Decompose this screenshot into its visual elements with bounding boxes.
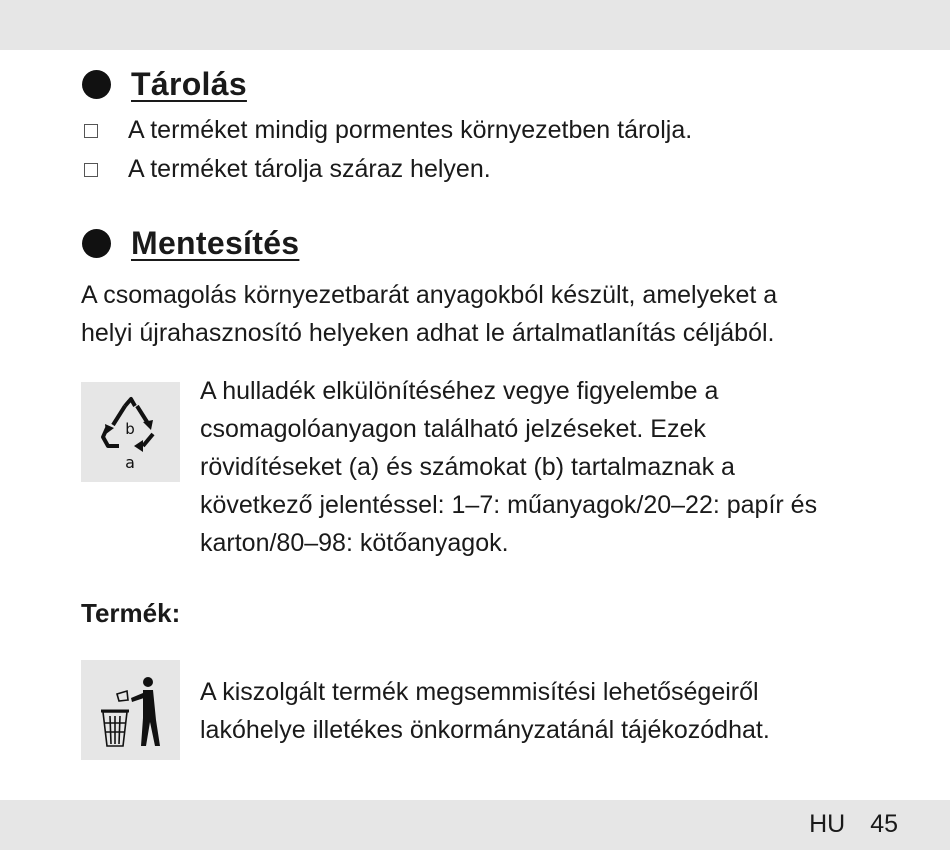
checkbox-square-icon — [84, 124, 98, 138]
recycle-icon — [81, 382, 180, 482]
disposal-intro-line: A csomagolás környezetbarát anyagokból készült, amelyeket a — [81, 281, 778, 309]
storage-item — [84, 116, 692, 145]
product-text-line: lakóhelye illetékes önkormányzatánál tájékozódhat. — [200, 716, 770, 744]
recycle-icon-box — [81, 382, 180, 482]
storage-item-text: A terméket mindig pormentes környezetben tárolja. — [128, 116, 693, 144]
storage-item — [84, 155, 491, 184]
recycle-text-line: A hulladék elkülönítéséhez vegye figyelembe a — [200, 377, 719, 405]
recycle-text-line: következő jelentéssel: 1–7: műanyagok/20–22: papír és — [200, 491, 818, 519]
disposal-title: Mentesítés — [131, 225, 300, 261]
recycle-text-line: karton/80–98: kötőanyagok. — [200, 529, 509, 557]
checkbox-square-icon — [84, 163, 98, 177]
disposal-intro-line: helyi újrahasznosító helyeken adhat le ártalmatlanítás céljából. — [81, 319, 775, 347]
storage-title: Tárolás — [131, 66, 247, 102]
bottom-band — [0, 800, 950, 850]
waste-bin-icon-box — [81, 660, 180, 760]
product-heading: Termék: — [81, 598, 181, 628]
top-band — [0, 0, 950, 50]
language-code: HU — [809, 810, 846, 838]
recycle-label-b: b — [125, 420, 135, 438]
disposal-heading — [82, 225, 299, 262]
recycle-label-a: a — [125, 453, 135, 472]
heading-bullet — [82, 70, 111, 99]
waste-bin-icon — [81, 660, 180, 760]
page-footer — [809, 810, 898, 839]
recycle-text — [200, 372, 817, 562]
product-text-line: A kiszolgált termék megsemmisítési lehetőségeiről — [200, 678, 759, 706]
recycle-text-line: rövidítéseket (a) és számokat (b) tartalmaznak a — [200, 453, 735, 481]
page-number: 45 — [870, 810, 898, 838]
recycle-text-line: csomagolóanyagon található jelzéseket. Ezek — [200, 415, 706, 443]
storage-item-text: A terméket tárolja száraz helyen. — [128, 155, 491, 183]
product-text — [200, 673, 770, 749]
heading-bullet — [82, 229, 111, 258]
disposal-intro — [81, 276, 777, 352]
storage-heading — [82, 66, 247, 103]
